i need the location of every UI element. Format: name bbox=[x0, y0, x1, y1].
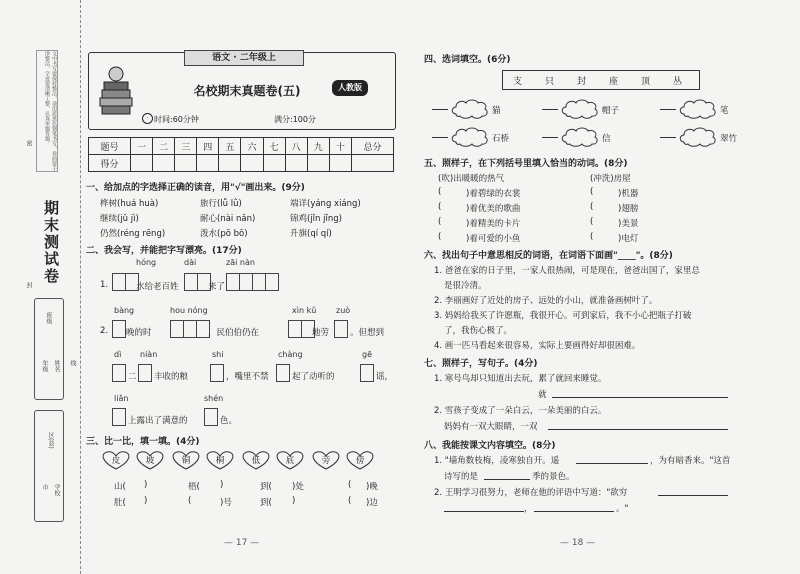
q5-example: (冲洗)房屋 bbox=[590, 174, 631, 184]
word-option: 顶 bbox=[641, 77, 651, 87]
q1-item[interactable]: 端详(yáng xiáng) bbox=[290, 199, 361, 209]
heart-label: 旁 bbox=[321, 456, 331, 466]
writing-grid[interactable] bbox=[112, 364, 125, 382]
q5-title: 五、照样子，在下列括号里填入恰当的动词。(8分) bbox=[424, 159, 628, 169]
verb-blank[interactable]: ( bbox=[590, 232, 594, 242]
q2-text: 谣， bbox=[376, 372, 394, 382]
q3-blank: ) bbox=[144, 496, 148, 506]
q2-text: 水给老百姓 bbox=[136, 282, 179, 292]
q2-text: 来了 bbox=[208, 282, 226, 292]
exam-notes: 文中书写要保持整洁，请用蓝黑色钢笔书写，卷面要干净整洁，字迹要清晰工整，认真审题答题。 bbox=[36, 50, 58, 172]
pinyin: dì bbox=[114, 350, 122, 359]
q2-text: ，民伯伯仍在 bbox=[208, 328, 260, 338]
heart-char bbox=[238, 450, 274, 470]
q6-line: 了，我伤心极了。 bbox=[444, 326, 513, 336]
heart-char bbox=[202, 450, 238, 470]
q2-text: 色。 bbox=[220, 416, 238, 426]
q7-title: 七、照样子，写句子。(4分) bbox=[424, 359, 538, 369]
measure-noun: 猫 bbox=[492, 106, 501, 116]
answer-line[interactable] bbox=[444, 511, 524, 512]
cloud-icon bbox=[678, 126, 718, 148]
q6-line: 是很冷清。 bbox=[444, 281, 487, 291]
q3-blank[interactable]: ( bbox=[348, 496, 352, 506]
verb-blank[interactable]: ( bbox=[438, 232, 442, 242]
field-name: 姓名 bbox=[53, 360, 60, 372]
q3-blank: )晚 bbox=[366, 482, 378, 492]
pinyin: hóng bbox=[136, 258, 157, 267]
books-icon bbox=[96, 60, 136, 120]
q3-blank[interactable]: ( bbox=[188, 496, 192, 506]
score-cell: 八 bbox=[285, 138, 307, 155]
cloud-answer-box[interactable] bbox=[678, 126, 718, 148]
q1-item[interactable]: 仍然(réng rēng) bbox=[100, 229, 166, 239]
measure-noun: 帽子 bbox=[602, 106, 620, 116]
answer-line[interactable] bbox=[552, 397, 728, 398]
q3-blank: )边 bbox=[366, 498, 378, 508]
score-cell: 四 bbox=[197, 138, 219, 155]
full-score: 满分:100分 bbox=[274, 115, 316, 124]
pinyin: dài bbox=[184, 258, 197, 267]
q8-line: ，为有暗香来。"这首 bbox=[650, 456, 731, 466]
q4-title: 四、选词填空。(6分) bbox=[424, 55, 511, 65]
cloud-answer-box[interactable] bbox=[678, 98, 718, 120]
q7-line: 妈妈有一双大眼睛，一双 bbox=[444, 422, 538, 432]
q2-text: 起了动听的 bbox=[292, 372, 335, 382]
word-option: 丛 bbox=[673, 77, 683, 87]
score-input-cell[interactable] bbox=[197, 155, 219, 172]
verb-phrase: )着碧绿的衣裳 bbox=[466, 189, 521, 199]
score-input-cell[interactable] bbox=[175, 155, 197, 172]
q2-line-number: 1. bbox=[100, 280, 109, 290]
exam-title: 名校期末真题卷(五) bbox=[193, 84, 301, 98]
word-option: 封 bbox=[577, 77, 587, 87]
score-cell: 题号 bbox=[89, 138, 131, 155]
score-cell: 总分 bbox=[351, 138, 393, 155]
exam-time: 时间:60分钟 bbox=[154, 115, 199, 124]
subject-banner: 语文 · 二年级上 bbox=[184, 50, 304, 66]
verb-phrase: )电灯 bbox=[618, 234, 639, 244]
pinyin: chàng bbox=[278, 350, 303, 359]
q1-item[interactable]: 耐心(nài nǎn) bbox=[200, 214, 256, 224]
q2-text: 地劳 bbox=[312, 328, 330, 338]
writing-grid[interactable] bbox=[334, 320, 347, 338]
cloud-icon bbox=[560, 98, 600, 120]
cloud-connector bbox=[660, 109, 676, 110]
writing-grid[interactable] bbox=[138, 364, 151, 382]
score-input-cell[interactable] bbox=[153, 155, 175, 172]
score-cell: 五 bbox=[219, 138, 241, 155]
q8-line: 。" bbox=[616, 504, 629, 514]
heart-label: 坡 bbox=[145, 456, 155, 466]
answer-line[interactable] bbox=[484, 479, 530, 480]
school-info-box bbox=[34, 410, 64, 522]
pinyin: shén bbox=[204, 394, 224, 403]
q7-line: 2. 雪孩子变成了一朵白云，一朵美丽的白云。 bbox=[434, 406, 607, 416]
q6-line: 1. 爸爸在家的日子里，一家人很热闹，可是现在，爸爸出国了，家里总 bbox=[434, 266, 700, 276]
score-table bbox=[88, 137, 394, 172]
pinyin: liǎn bbox=[114, 394, 129, 403]
q3-blank[interactable]: 梧( bbox=[188, 482, 200, 492]
q1-title: 一、给加点的字选择正确的读音，用"√"画出来。(9分) bbox=[86, 183, 305, 193]
score-cell: 三 bbox=[175, 138, 197, 155]
clock-icon: · bbox=[142, 113, 153, 124]
score-input-cell[interactable] bbox=[263, 155, 285, 172]
score-cell: 得分 bbox=[89, 155, 131, 172]
heart-label: 傍 bbox=[355, 456, 365, 466]
score-input-cell[interactable] bbox=[241, 155, 263, 172]
q2-text: 二 bbox=[128, 372, 137, 382]
field-city: 市 bbox=[41, 484, 48, 490]
pinyin: niàn bbox=[140, 350, 158, 359]
score-input-cell[interactable] bbox=[307, 155, 329, 172]
writing-grid[interactable] bbox=[112, 273, 138, 291]
verb-blank[interactable]: ( bbox=[438, 187, 442, 197]
pinyin: shi bbox=[212, 350, 224, 359]
heart-char bbox=[342, 450, 378, 470]
writing-grid[interactable] bbox=[112, 408, 125, 426]
verb-blank[interactable]: ( bbox=[590, 187, 594, 197]
score-cell: 七 bbox=[263, 138, 285, 155]
q3-blank[interactable]: 肚( bbox=[114, 498, 126, 508]
q7-line: 就 bbox=[538, 390, 547, 400]
heart-char bbox=[272, 450, 308, 470]
answer-line[interactable] bbox=[548, 429, 728, 430]
score-cell: 一 bbox=[130, 138, 152, 155]
q2-title: 二、我会写，并能把字写漂亮。(17分) bbox=[86, 246, 242, 256]
seal-mark-1: 密 bbox=[25, 140, 32, 146]
q8-line: 季的景色。 bbox=[532, 472, 575, 482]
score-input-cell[interactable] bbox=[219, 155, 241, 172]
left-page bbox=[84, 0, 400, 574]
heart-char bbox=[98, 450, 134, 470]
cloud-connector bbox=[542, 109, 558, 110]
q1-item[interactable]: 锦鸡(jǐn jǐng) bbox=[290, 214, 342, 224]
q7-line: 1. 寒号鸟却只知道出去玩，累了就回来睡觉。 bbox=[434, 374, 607, 384]
word-bank bbox=[502, 70, 700, 90]
q2-line-number: 2. bbox=[100, 326, 109, 336]
verb-phrase: )着优美的歌曲 bbox=[466, 204, 521, 214]
score-table-score-row bbox=[89, 155, 394, 172]
q1-item[interactable]: 泼水(pō bō) bbox=[200, 229, 248, 239]
cloud-icon bbox=[450, 98, 490, 120]
pinyin: zāi nàn bbox=[226, 258, 255, 267]
q1-item[interactable]: 升旗(qí qí) bbox=[290, 229, 332, 239]
q2-text: ，嘴里不禁 bbox=[226, 372, 269, 382]
page-number-right: — 18 — bbox=[560, 538, 596, 548]
writing-grid[interactable] bbox=[170, 320, 209, 338]
q3-blank: )处 bbox=[292, 482, 304, 492]
heart-label: 桐 bbox=[215, 456, 225, 466]
cloud-answer-box[interactable] bbox=[450, 126, 490, 148]
cloud-connector bbox=[432, 137, 448, 138]
heart-label: 低 bbox=[251, 456, 261, 466]
heart-label: 皮 bbox=[111, 456, 121, 466]
heart-char bbox=[168, 450, 204, 470]
writing-grid[interactable] bbox=[112, 320, 125, 338]
cloud-answer-box[interactable] bbox=[560, 126, 600, 148]
q3-blank[interactable]: ( bbox=[348, 480, 352, 490]
writing-grid[interactable] bbox=[184, 273, 210, 291]
q3-blank: ) bbox=[220, 480, 224, 490]
q8-line: ， bbox=[524, 504, 533, 514]
q3-blank: ) bbox=[292, 496, 296, 506]
q6-line: 3. 妈妈给我买了许愿瓶，我很开心。可到家后，我不小心把瓶子打破 bbox=[434, 311, 692, 321]
binding-sidebar bbox=[0, 0, 81, 574]
writing-grid[interactable] bbox=[226, 273, 278, 291]
q1-item[interactable]: 桦树(huá huà) bbox=[100, 199, 159, 209]
page-number-left: — 17 — bbox=[224, 538, 260, 548]
score-input-cell[interactable] bbox=[329, 155, 351, 172]
verb-blank[interactable]: ( bbox=[438, 202, 442, 212]
q3-blank[interactable]: 山( bbox=[114, 482, 126, 492]
cloud-icon bbox=[678, 98, 718, 120]
q3-blank[interactable]: 到( bbox=[260, 498, 272, 508]
cloud-icon bbox=[560, 126, 600, 148]
seal-mark-2: 封 bbox=[25, 282, 32, 288]
pinyin: xìn kǔ bbox=[292, 306, 317, 315]
answer-line[interactable] bbox=[534, 511, 614, 512]
heart-label: 铜 bbox=[181, 456, 191, 466]
verb-phrase: )美景 bbox=[618, 219, 639, 229]
q5-example: (吹)出暖暖的热气 bbox=[438, 174, 505, 184]
field-district: 区(县) bbox=[47, 432, 54, 449]
heart-char bbox=[308, 450, 344, 470]
score-table-header-row bbox=[89, 138, 394, 155]
verb-phrase: )机器 bbox=[618, 189, 639, 199]
cloud-connector bbox=[432, 109, 448, 110]
score-cell: 十 bbox=[329, 138, 351, 155]
q2-text: 。但想到 bbox=[350, 328, 385, 338]
measure-noun: 石桥 bbox=[492, 134, 510, 144]
q2-text: 上露出了满意的 bbox=[128, 416, 188, 426]
q3-blank[interactable]: 到( bbox=[260, 482, 272, 492]
verb-phrase: )翅膀 bbox=[618, 204, 639, 214]
measure-noun: 信 bbox=[602, 134, 611, 144]
answer-line[interactable] bbox=[576, 463, 648, 464]
seal-mark-3: 线 bbox=[69, 360, 76, 366]
q6-title: 六、找出句子中意思相反的词语，在词语下面画"____"。(8分) bbox=[424, 251, 673, 261]
q1-item[interactable]: 继续(jǔ jì) bbox=[100, 214, 139, 224]
pinyin: bàng bbox=[114, 306, 135, 315]
right-page bbox=[420, 0, 790, 574]
answer-line[interactable] bbox=[658, 495, 728, 496]
q2-text: 丰收的粮 bbox=[154, 372, 189, 382]
q3-blank: )号 bbox=[220, 498, 232, 508]
cloud-connector bbox=[660, 137, 676, 138]
heart-label: 底 bbox=[285, 456, 295, 466]
field-class: 班级 bbox=[45, 312, 52, 324]
score-cell: 九 bbox=[307, 138, 329, 155]
sidebar-title: 期末测试卷 bbox=[42, 200, 60, 285]
pinyin: hou nóng bbox=[170, 306, 208, 315]
verb-blank[interactable]: ( bbox=[590, 202, 594, 212]
q3-blank: ) bbox=[144, 480, 148, 490]
q8-line: 1. "墙角数枝梅，凌寒独自开。遥 bbox=[434, 456, 560, 466]
field-grade: 年级 bbox=[41, 360, 48, 372]
score-cell: 六 bbox=[241, 138, 263, 155]
edition-badge: 人教版 bbox=[332, 80, 368, 96]
score-input-cell[interactable] bbox=[130, 155, 152, 172]
score-cell: 二 bbox=[153, 138, 175, 155]
writing-grid[interactable] bbox=[360, 364, 373, 382]
q8-title: 八、我能按课文内容填空。(8分) bbox=[424, 441, 556, 451]
q6-line: 2. 李丽画好了近处的房子、远处的小山，就准备画树叶了。 bbox=[434, 296, 658, 306]
verb-phrase: )着可爱的小鱼 bbox=[466, 234, 521, 244]
heart-char bbox=[132, 450, 168, 470]
word-option: 支 bbox=[513, 77, 523, 87]
verb-blank[interactable]: ( bbox=[438, 217, 442, 227]
measure-noun: 翠竹 bbox=[720, 134, 738, 144]
writing-grid[interactable] bbox=[276, 364, 289, 382]
q3-title: 三、比一比，填一填。(4分) bbox=[86, 437, 200, 447]
cloud-icon bbox=[450, 126, 490, 148]
score-input-cell[interactable] bbox=[285, 155, 307, 172]
writing-grid[interactable] bbox=[210, 364, 223, 382]
pinyin: gē bbox=[362, 350, 372, 359]
q6-line: 4. 画一匹马看起来很容易，实际上要画得好却很困难。 bbox=[434, 341, 641, 351]
q8-line: 2. 王明学习很努力，老师在他的评语中写道："欲穷 bbox=[434, 488, 628, 498]
measure-noun: 笔 bbox=[720, 106, 729, 116]
word-option: 只 bbox=[545, 77, 555, 87]
field-school: 学校 bbox=[53, 484, 60, 496]
pinyin: zuò bbox=[336, 306, 351, 315]
q1-item[interactable]: 旅行(lǚ lǜ) bbox=[200, 199, 242, 209]
verb-phrase: )着精美的卡片 bbox=[466, 219, 521, 229]
cloud-answer-box[interactable] bbox=[560, 98, 600, 120]
cloud-answer-box[interactable] bbox=[450, 98, 490, 120]
writing-grid[interactable] bbox=[204, 408, 217, 426]
verb-blank[interactable]: ( bbox=[590, 217, 594, 227]
score-input-cell[interactable] bbox=[351, 155, 393, 172]
q2-text: 晚的时 bbox=[126, 328, 152, 338]
q8-line: 诗写的是 bbox=[444, 472, 479, 482]
word-option: 座 bbox=[609, 77, 619, 87]
cloud-connector bbox=[542, 137, 558, 138]
writing-grid[interactable] bbox=[288, 320, 314, 338]
